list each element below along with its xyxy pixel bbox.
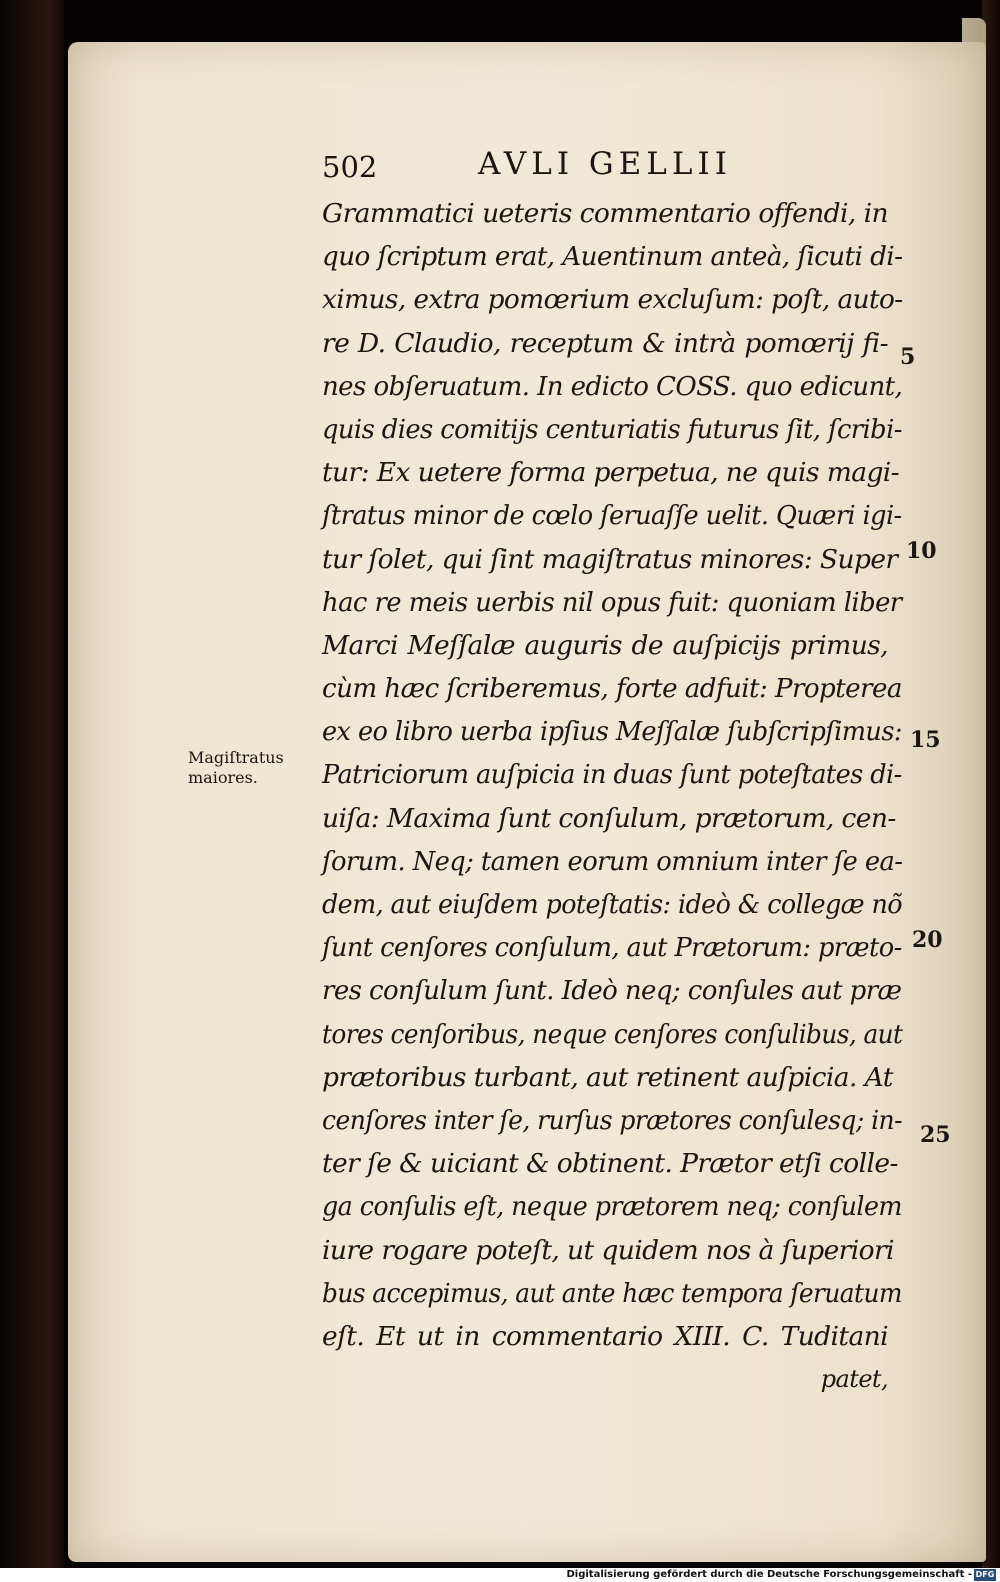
- body-text: [322, 192, 922, 1401]
- text-line: ter ſe & uiciant & obtinent. Prætor etſi colle-: [322, 1148, 898, 1180]
- text-line: Patriciorum auſpicia in duas ſunt poteſtates di-: [322, 759, 902, 791]
- text-line: bus accepimus, aut ante hæc tempora ſeruatum: [322, 1277, 902, 1309]
- text-line: iure rogare poteſt, ut quidem nos à ſuperiori: [322, 1234, 894, 1266]
- line-number-5: 5: [900, 344, 916, 370]
- text-line: uiſa: Maxima ſunt conſulum, prætorum, cen-: [322, 802, 896, 834]
- line-number-15: 15: [910, 727, 941, 753]
- text-line: quo ſcriptum erat, Auentinum anteà, ſicuti di-: [322, 241, 903, 273]
- text-line: re D. Claudio, receptum & intrà pomœrij fi-: [322, 327, 888, 359]
- text-line: tores cenſoribus, neque cenſores conſulibus, aut: [322, 1018, 903, 1050]
- marginal-note: [188, 748, 284, 788]
- text-line: Grammatici ueteris commentario offendi, in: [322, 198, 888, 229]
- text-line: tur ſolet, qui ſint magiſtratus minores: Super: [322, 543, 898, 575]
- text-line: quis dies comitijs centuriatis futurus ſit, ſcribi-: [322, 413, 902, 445]
- line-number-20: 20: [912, 927, 943, 953]
- text-line: nes obſeruatum. In edicto COSS. quo edicunt,: [322, 370, 903, 402]
- text-line: ſorum. Neq; tamen eorum omnium inter ſe ea-: [322, 845, 903, 877]
- text-line: ex eo libro uerba ipſius Meſſalæ ſubſcripſimus:: [322, 716, 902, 748]
- footer-credit: Digitalisierung gefördert durch die Deutsche Forschungsgemeinschaft -: [566, 1569, 972, 1580]
- catchword: patet,: [820, 1365, 888, 1394]
- text-line: tur: Ex uetere forma perpetua, ne quis magi-: [322, 457, 900, 489]
- text-line: dem, aut eiuſdem poteſtatis: ideò & collegæ nõ: [322, 889, 902, 920]
- book-binding-left: [0, 0, 64, 1568]
- footer-bar: [0, 1568, 1000, 1582]
- running-head: AVLI GELLII: [478, 146, 732, 182]
- marginal-note-line: maiores.: [188, 768, 258, 787]
- text-line: ſunt cenſores conſulum, aut Prætorum: præto-: [322, 932, 902, 964]
- text-line: ximus, extra pomœrium excluſum: poſt, auto-: [322, 284, 903, 316]
- dfg-logo: DFG: [975, 1570, 995, 1579]
- text-line: ſtratus minor de cœlo ſeruaſſe uelit. Quæri igi-: [322, 500, 902, 532]
- line-number-25: 25: [920, 1122, 951, 1148]
- line-number-10: 10: [906, 538, 937, 564]
- text-line: hac re meis uerbis nil opus fuit: quoniam liber: [322, 586, 902, 618]
- text-line: cenſores inter ſe, rurſus prætores conſulesq; in-: [322, 1104, 903, 1136]
- text-line: res conſulum ſunt. Ideò neq; conſules aut præ: [322, 975, 902, 1007]
- text-line: prætoribus turbant, aut retinent auſpicia. At: [322, 1061, 893, 1093]
- text-line: cùm hæc ſcriberemus, forte adfuit: Propterea: [322, 673, 902, 705]
- text-line: Marci Meſſalæ auguris de auſpicijs primus,: [322, 629, 888, 661]
- text-line: eſt. Et ut in commentario XIII. C. Tuditani: [322, 1320, 888, 1352]
- marginal-note-line: Magiſtratus: [188, 748, 284, 767]
- text-line: ga conſulis eſt, neque prætorem neq; conſulem: [322, 1191, 902, 1223]
- page-number: 502: [322, 150, 378, 184]
